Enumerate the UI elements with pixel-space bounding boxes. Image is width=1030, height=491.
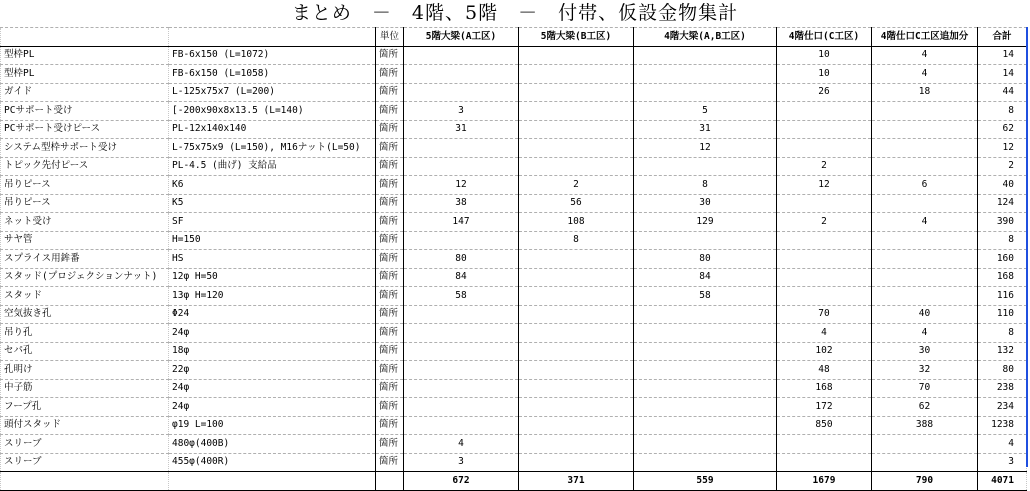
item-unit-cell[interactable]: 箇所	[376, 361, 404, 380]
value-5f-b-cell[interactable]	[519, 268, 634, 287]
table-row	[1, 379, 1027, 398]
item-name-cell[interactable]: ガイド	[1, 83, 169, 102]
value-5f-b-cell[interactable]: 56	[519, 194, 634, 213]
item-unit-cell[interactable]: 箇所	[376, 157, 404, 176]
value-4f-ab-cell[interactable]: 80	[634, 250, 777, 269]
item-spec-cell[interactable]: 455φ(400R)	[169, 453, 376, 472]
value-4f-ab-cell[interactable]: 5	[634, 102, 777, 121]
value-total-cell[interactable]: 8	[978, 102, 1027, 121]
item-unit-cell[interactable]: 箇所	[376, 379, 404, 398]
value-total-cell[interactable]: 80	[978, 361, 1027, 380]
value-5f-b-cell[interactable]	[519, 342, 634, 361]
value-4f-c-cell[interactable]	[777, 194, 872, 213]
value-5f-b-cell[interactable]: 2	[519, 176, 634, 195]
value-4f-ab-cell[interactable]	[634, 65, 777, 84]
value-4f-c-cell[interactable]: 172	[777, 398, 872, 417]
sheet-title: まとめ － 4階、5階 － 付帯、仮設金物集計	[291, 2, 739, 24]
value-4f-c-cell[interactable]	[777, 435, 872, 454]
value-total-cell[interactable]: 234	[978, 398, 1027, 417]
value-4f-c-cell[interactable]: 26	[777, 83, 872, 102]
value-total-cell[interactable]: 12	[978, 139, 1027, 158]
value-5f-a-cell[interactable]	[404, 231, 519, 250]
value-4f-c-cell[interactable]	[777, 250, 872, 269]
value-5f-a-cell[interactable]	[404, 305, 519, 324]
header-col-4f-c-add[interactable]: 4階仕口C工区追加分	[872, 28, 978, 47]
value-4f-c-add-cell[interactable]: 32	[872, 361, 978, 380]
value-5f-b-cell[interactable]	[519, 305, 634, 324]
value-5f-a-cell[interactable]	[404, 83, 519, 102]
value-4f-ab-cell[interactable]	[634, 342, 777, 361]
value-4f-c-add-cell[interactable]	[872, 268, 978, 287]
item-unit-cell[interactable]: 箇所	[376, 305, 404, 324]
value-4f-c-cell[interactable]	[777, 102, 872, 121]
header-col-5f-b[interactable]: 5階大梁(B工区)	[519, 28, 634, 47]
value-total-cell[interactable]: 8	[978, 324, 1027, 343]
item-unit-cell[interactable]: 箇所	[376, 120, 404, 139]
value-5f-a-cell[interactable]: 58	[404, 287, 519, 306]
table-row	[1, 231, 1027, 250]
value-4f-ab-cell[interactable]	[634, 435, 777, 454]
item-unit-cell[interactable]: 箇所	[376, 287, 404, 306]
value-4f-ab-cell[interactable]	[634, 453, 777, 472]
value-4f-c-add-cell[interactable]: 18	[872, 83, 978, 102]
value-total-cell[interactable]: 3	[978, 453, 1027, 472]
value-5f-a-cell[interactable]: 12	[404, 176, 519, 195]
value-4f-c-add-cell[interactable]: 70	[872, 379, 978, 398]
item-spec-cell[interactable]: FB-6x150 (L=1072)	[169, 46, 376, 65]
value-total-cell[interactable]: 132	[978, 342, 1027, 361]
item-spec-cell[interactable]: [-200x90x8x13.5 (L=140)	[169, 102, 376, 121]
item-name-cell[interactable]: サヤ管	[1, 231, 169, 250]
header-name-cell[interactable]	[1, 28, 169, 47]
value-total-cell[interactable]: 62	[978, 120, 1027, 139]
table-row	[1, 305, 1027, 324]
value-4f-c-cell[interactable]: 102	[777, 342, 872, 361]
item-name-cell[interactable]: 空気抜き孔	[1, 305, 169, 324]
item-name-cell[interactable]: トピック先付ピース	[1, 157, 169, 176]
value-4f-ab-cell[interactable]	[634, 157, 777, 176]
item-unit-cell[interactable]: 箇所	[376, 250, 404, 269]
table-row	[1, 213, 1027, 232]
total-5f-b[interactable]: 371	[519, 472, 634, 491]
table-row	[1, 176, 1027, 195]
item-spec-cell[interactable]: H=150	[169, 231, 376, 250]
value-5f-a-cell[interactable]: 31	[404, 120, 519, 139]
value-4f-c-cell[interactable]	[777, 453, 872, 472]
value-4f-c-add-cell[interactable]	[872, 102, 978, 121]
table-row	[1, 324, 1027, 343]
value-total-cell[interactable]: 2	[978, 157, 1027, 176]
value-4f-ab-cell[interactable]	[634, 398, 777, 417]
selection-edge	[1026, 27, 1028, 467]
value-4f-c-add-cell[interactable]: 4	[872, 65, 978, 84]
value-5f-a-cell[interactable]	[404, 416, 519, 435]
value-4f-c-add-cell[interactable]	[872, 194, 978, 213]
value-5f-b-cell[interactable]	[519, 46, 634, 65]
value-5f-b-cell[interactable]	[519, 398, 634, 417]
table-row	[1, 453, 1027, 472]
value-4f-c-add-cell[interactable]	[872, 157, 978, 176]
item-name-cell[interactable]: スプライス用鉾番	[1, 250, 169, 269]
value-4f-c-cell[interactable]	[777, 139, 872, 158]
item-unit-cell[interactable]: 箇所	[376, 65, 404, 84]
value-4f-c-cell[interactable]: 4	[777, 324, 872, 343]
value-4f-c-add-cell[interactable]	[872, 231, 978, 250]
header-col-4f-ab[interactable]: 4階大梁(A,B工区)	[634, 28, 777, 47]
value-total-cell[interactable]: 40	[978, 176, 1027, 195]
table-row	[1, 46, 1027, 65]
value-5f-a-cell[interactable]: 38	[404, 194, 519, 213]
item-spec-cell[interactable]: SF	[169, 213, 376, 232]
header-col-5f-a[interactable]: 5階大梁(A工区)	[404, 28, 519, 47]
item-unit-cell[interactable]: 箇所	[376, 324, 404, 343]
item-unit-cell[interactable]: 箇所	[376, 213, 404, 232]
item-spec-cell[interactable]: FB-6x150 (L=1058)	[169, 65, 376, 84]
value-total-cell[interactable]: 124	[978, 194, 1027, 213]
table-row	[1, 398, 1027, 417]
item-unit-cell[interactable]: 箇所	[376, 231, 404, 250]
value-4f-c-add-cell[interactable]	[872, 250, 978, 269]
value-5f-a-cell[interactable]: 4	[404, 435, 519, 454]
item-name-cell[interactable]: 型枠PL	[1, 46, 169, 65]
value-5f-b-cell[interactable]	[519, 435, 634, 454]
value-5f-b-cell[interactable]: 8	[519, 231, 634, 250]
item-name-cell[interactable]: 吊りピース	[1, 194, 169, 213]
value-4f-c-cell[interactable]: 850	[777, 416, 872, 435]
item-spec-cell[interactable]: 13φ H=120	[169, 287, 376, 306]
item-unit-cell[interactable]: 箇所	[376, 83, 404, 102]
header-col-total[interactable]: 合計	[978, 28, 1027, 47]
value-5f-a-cell[interactable]	[404, 342, 519, 361]
item-name-cell[interactable]: スリーブ	[1, 435, 169, 454]
value-5f-a-cell[interactable]: 147	[404, 213, 519, 232]
table-row	[1, 250, 1027, 269]
value-4f-ab-cell[interactable]	[634, 305, 777, 324]
value-5f-a-cell[interactable]	[404, 65, 519, 84]
total-4f-c[interactable]: 1679	[777, 472, 872, 491]
item-name-cell[interactable]: フープ孔	[1, 398, 169, 417]
value-4f-c-cell[interactable]: 10	[777, 65, 872, 84]
value-4f-c-add-cell[interactable]: 6	[872, 176, 978, 195]
value-4f-ab-cell[interactable]	[634, 231, 777, 250]
item-name-cell[interactable]: PCサポート受けピース	[1, 120, 169, 139]
item-spec-cell[interactable]: 480φ(400B)	[169, 435, 376, 454]
item-spec-cell[interactable]: K5	[169, 194, 376, 213]
value-5f-b-cell[interactable]: 108	[519, 213, 634, 232]
item-spec-cell[interactable]: L-125x75x7 (L=200)	[169, 83, 376, 102]
value-4f-ab-cell[interactable]: 8	[634, 176, 777, 195]
value-5f-b-cell[interactable]	[519, 287, 634, 306]
value-4f-ab-cell[interactable]: 129	[634, 213, 777, 232]
item-name-cell[interactable]: 型枠PL	[1, 65, 169, 84]
value-4f-ab-cell[interactable]	[634, 361, 777, 380]
value-5f-a-cell[interactable]	[404, 398, 519, 417]
value-total-cell[interactable]: 168	[978, 268, 1027, 287]
value-total-cell[interactable]: 160	[978, 250, 1027, 269]
value-4f-c-add-cell[interactable]	[872, 453, 978, 472]
value-total-cell[interactable]: 110	[978, 305, 1027, 324]
value-4f-ab-cell[interactable]	[634, 46, 777, 65]
header-unit[interactable]: 単位	[376, 28, 404, 47]
item-unit-cell[interactable]: 箇所	[376, 453, 404, 472]
item-name-cell[interactable]: PCサポート受け	[1, 102, 169, 121]
value-5f-b-cell[interactable]	[519, 102, 634, 121]
value-5f-b-cell[interactable]	[519, 65, 634, 84]
value-total-cell[interactable]: 390	[978, 213, 1027, 232]
value-4f-c-add-cell[interactable]: 4	[872, 46, 978, 65]
value-total-cell[interactable]: 116	[978, 287, 1027, 306]
value-5f-b-cell[interactable]	[519, 453, 634, 472]
header-row	[1, 28, 1027, 47]
value-5f-a-cell[interactable]	[404, 139, 519, 158]
item-unit-cell[interactable]: 箇所	[376, 194, 404, 213]
table-row	[1, 157, 1027, 176]
value-5f-b-cell[interactable]	[519, 83, 634, 102]
value-4f-c-add-cell[interactable]	[872, 435, 978, 454]
item-name-cell[interactable]: 吊り孔	[1, 324, 169, 343]
value-5f-a-cell[interactable]: 3	[404, 453, 519, 472]
item-unit-cell[interactable]: 箇所	[376, 176, 404, 195]
table-row	[1, 65, 1027, 84]
table-row	[1, 435, 1027, 454]
table-row	[1, 120, 1027, 139]
item-name-cell[interactable]: ネット受け	[1, 213, 169, 232]
value-4f-c-cell[interactable]	[777, 268, 872, 287]
table-row	[1, 268, 1027, 287]
item-spec-cell[interactable]: 22φ	[169, 361, 376, 380]
item-unit-cell[interactable]: 箇所	[376, 342, 404, 361]
item-name-cell[interactable]: 頭付スタッド	[1, 416, 169, 435]
value-4f-ab-cell[interactable]: 30	[634, 194, 777, 213]
value-4f-c-add-cell[interactable]	[872, 120, 978, 139]
item-name-cell[interactable]: スタッド(プロジェクションナット)	[1, 268, 169, 287]
value-5f-b-cell[interactable]	[519, 379, 634, 398]
item-spec-cell[interactable]: 24φ	[169, 324, 376, 343]
totals-row	[1, 472, 1027, 491]
value-total-cell[interactable]: 238	[978, 379, 1027, 398]
item-spec-cell[interactable]: 24φ	[169, 379, 376, 398]
header-col-4f-c[interactable]: 4階仕口(C工区)	[777, 28, 872, 47]
value-5f-a-cell[interactable]	[404, 324, 519, 343]
item-spec-cell[interactable]: Φ24	[169, 305, 376, 324]
table-row	[1, 139, 1027, 158]
value-4f-ab-cell[interactable]	[634, 83, 777, 102]
value-4f-c-cell[interactable]	[777, 120, 872, 139]
value-4f-ab-cell[interactable]: 12	[634, 139, 777, 158]
item-unit-cell[interactable]: 箇所	[376, 102, 404, 121]
item-name-cell[interactable]: スタッド	[1, 287, 169, 306]
header-spec-cell[interactable]	[169, 28, 376, 47]
value-5f-b-cell[interactable]	[519, 324, 634, 343]
value-total-cell[interactable]: 14	[978, 46, 1027, 65]
value-4f-c-add-cell[interactable]: 4	[872, 213, 978, 232]
totals-spec-cell[interactable]	[169, 472, 376, 491]
value-total-cell[interactable]: 1238	[978, 416, 1027, 435]
value-4f-ab-cell[interactable]: 58	[634, 287, 777, 306]
value-4f-c-add-cell[interactable]: 40	[872, 305, 978, 324]
item-spec-cell[interactable]: 18φ	[169, 342, 376, 361]
value-5f-a-cell[interactable]: 84	[404, 268, 519, 287]
value-4f-c-add-cell[interactable]: 30	[872, 342, 978, 361]
value-5f-a-cell[interactable]	[404, 157, 519, 176]
grand-total[interactable]: 4071	[978, 472, 1027, 491]
value-5f-b-cell[interactable]	[519, 139, 634, 158]
totals-name-cell[interactable]	[1, 472, 169, 491]
value-total-cell[interactable]: 14	[978, 65, 1027, 84]
value-4f-c-cell[interactable]: 10	[777, 46, 872, 65]
table-row	[1, 194, 1027, 213]
value-5f-a-cell[interactable]	[404, 379, 519, 398]
table-row	[1, 342, 1027, 361]
item-spec-cell[interactable]: PL-4.5 (曲げ) 支給品	[169, 157, 376, 176]
value-5f-b-cell[interactable]	[519, 157, 634, 176]
item-unit-cell[interactable]: 箇所	[376, 139, 404, 158]
total-4f-ab[interactable]: 559	[634, 472, 777, 491]
total-4f-c-add[interactable]: 790	[872, 472, 978, 491]
value-total-cell[interactable]: 8	[978, 231, 1027, 250]
value-5f-b-cell[interactable]	[519, 120, 634, 139]
value-4f-c-add-cell[interactable]	[872, 287, 978, 306]
value-total-cell[interactable]: 4	[978, 435, 1027, 454]
item-name-cell[interactable]: セパ孔	[1, 342, 169, 361]
item-name-cell[interactable]: 中子筋	[1, 379, 169, 398]
value-4f-c-cell[interactable]	[777, 287, 872, 306]
value-5f-b-cell[interactable]	[519, 416, 634, 435]
value-5f-a-cell[interactable]: 3	[404, 102, 519, 121]
value-4f-c-cell[interactable]	[777, 231, 872, 250]
value-4f-c-cell[interactable]: 2	[777, 213, 872, 232]
value-4f-c-add-cell[interactable]: 62	[872, 398, 978, 417]
item-spec-cell[interactable]: φ19 L=100	[169, 416, 376, 435]
item-name-cell[interactable]: スリーブ	[1, 453, 169, 472]
value-4f-ab-cell[interactable]	[634, 379, 777, 398]
item-spec-cell[interactable]: K6	[169, 176, 376, 195]
item-unit-cell[interactable]: 箇所	[376, 268, 404, 287]
item-spec-cell[interactable]: 12φ H=50	[169, 268, 376, 287]
table-row	[1, 102, 1027, 121]
value-4f-c-cell[interactable]: 12	[777, 176, 872, 195]
value-4f-c-cell[interactable]: 168	[777, 379, 872, 398]
value-4f-c-cell[interactable]: 48	[777, 361, 872, 380]
table-row	[1, 416, 1027, 435]
summary-table	[0, 27, 1027, 491]
table-row	[1, 361, 1027, 380]
item-unit-cell[interactable]: 箇所	[376, 398, 404, 417]
item-unit-cell[interactable]: 箇所	[376, 46, 404, 65]
value-4f-ab-cell[interactable]: 31	[634, 120, 777, 139]
value-5f-b-cell[interactable]	[519, 250, 634, 269]
value-5f-a-cell[interactable]	[404, 46, 519, 65]
item-name-cell[interactable]: 孔明け	[1, 361, 169, 380]
value-5f-b-cell[interactable]	[519, 361, 634, 380]
total-5f-a[interactable]: 672	[404, 472, 519, 491]
value-4f-c-add-cell[interactable]: 4	[872, 324, 978, 343]
value-5f-a-cell[interactable]	[404, 361, 519, 380]
item-name-cell[interactable]: システム型枠サポート受け	[1, 139, 169, 158]
item-spec-cell[interactable]: PL-12x140x140	[169, 120, 376, 139]
value-4f-c-cell[interactable]: 2	[777, 157, 872, 176]
value-5f-a-cell[interactable]: 80	[404, 250, 519, 269]
value-total-cell[interactable]: 44	[978, 83, 1027, 102]
item-spec-cell[interactable]: L-75x75x9 (L=150), M16ナット(L=50)	[169, 139, 376, 158]
value-4f-ab-cell[interactable]: 84	[634, 268, 777, 287]
value-4f-c-cell[interactable]: 70	[777, 305, 872, 324]
value-4f-c-add-cell[interactable]	[872, 139, 978, 158]
item-name-cell[interactable]: 吊りピース	[1, 176, 169, 195]
value-4f-c-add-cell[interactable]: 388	[872, 416, 978, 435]
value-4f-ab-cell[interactable]	[634, 416, 777, 435]
value-4f-ab-cell[interactable]	[634, 324, 777, 343]
item-unit-cell[interactable]: 箇所	[376, 435, 404, 454]
item-unit-cell[interactable]: 箇所	[376, 416, 404, 435]
item-spec-cell[interactable]: HS	[169, 250, 376, 269]
item-spec-cell[interactable]: 24φ	[169, 398, 376, 417]
table-row	[1, 83, 1027, 102]
table-row	[1, 287, 1027, 306]
totals-unit-cell[interactable]	[376, 472, 404, 491]
